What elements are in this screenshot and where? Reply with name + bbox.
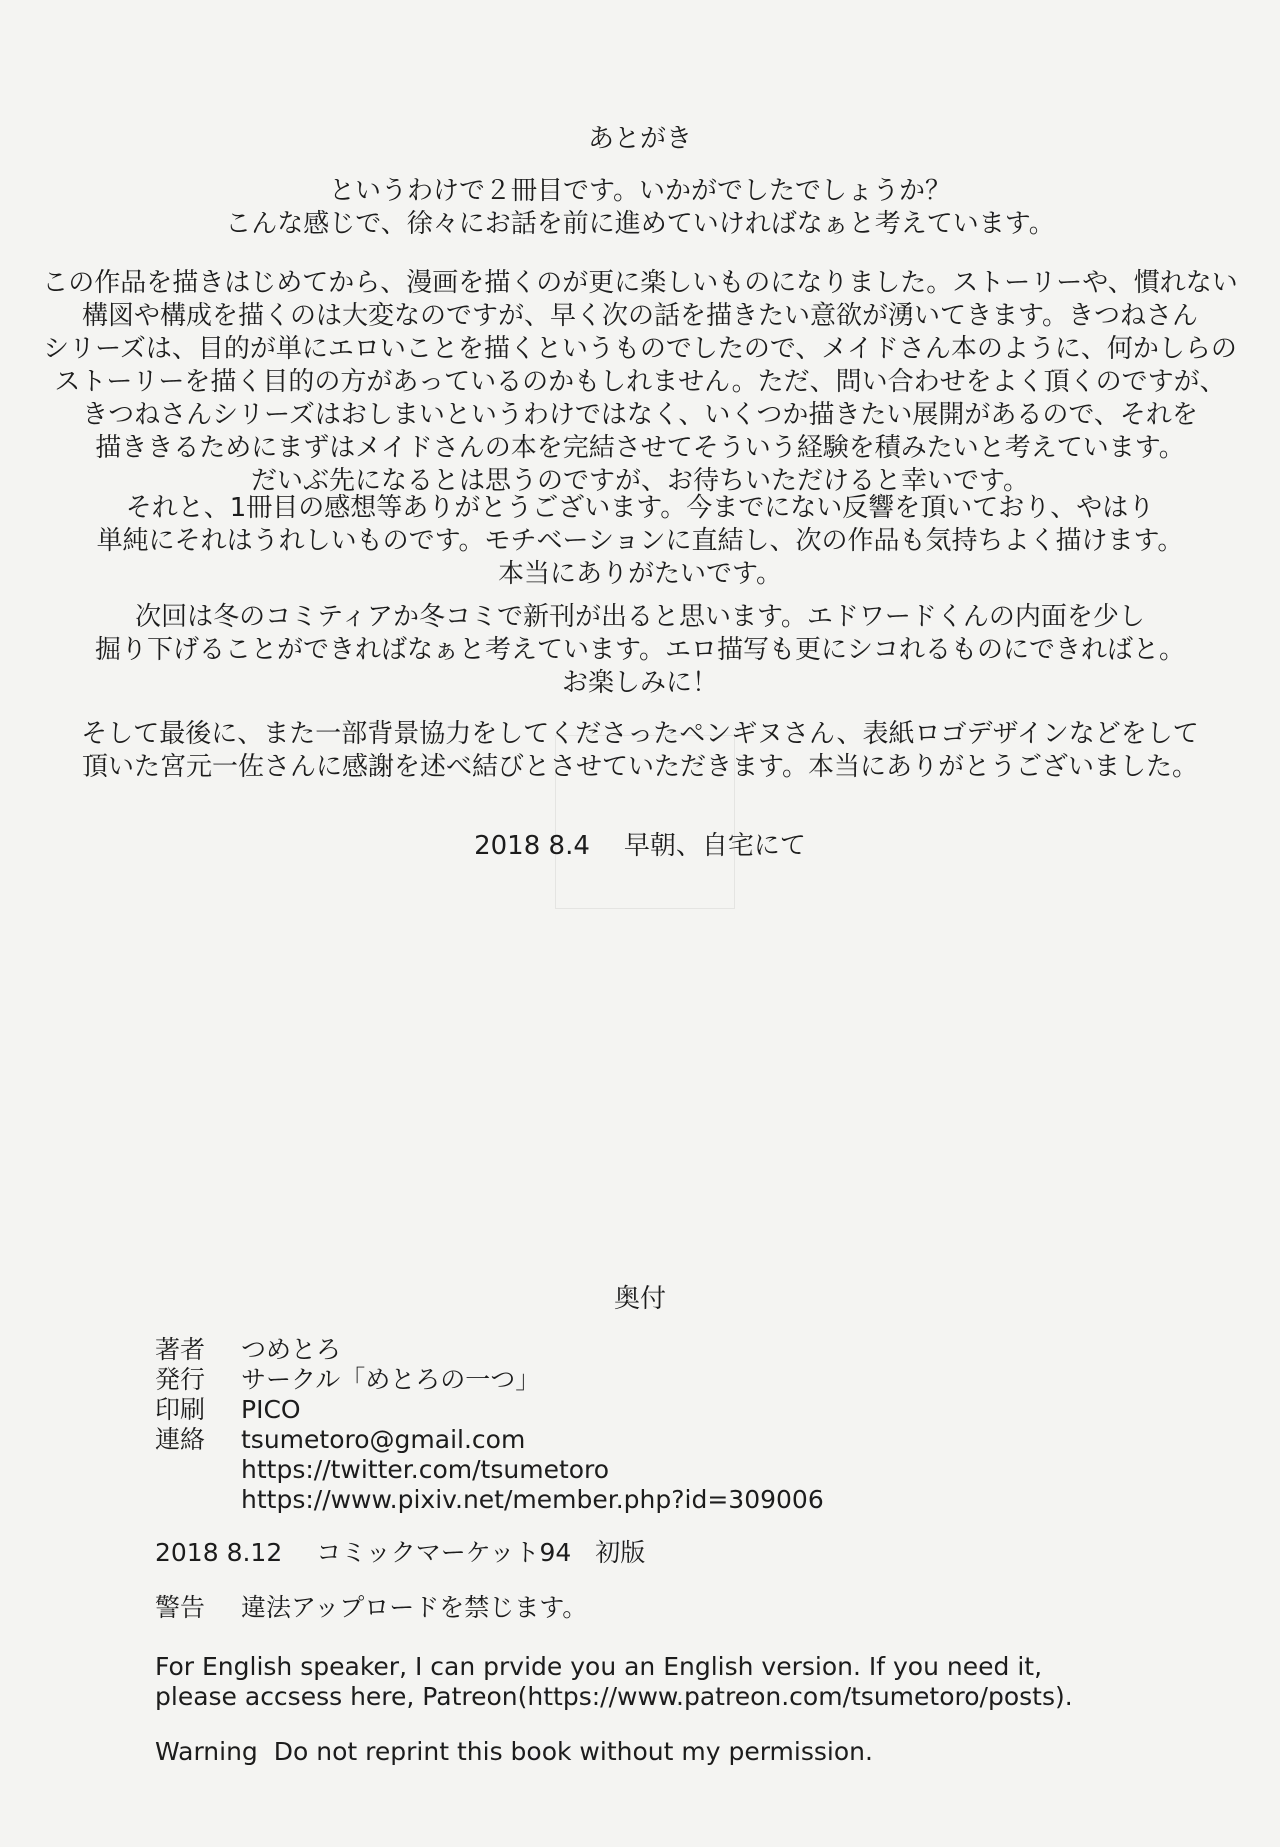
english-note: For English speaker, I can prvide you an English version. If you need it, please accsess here, Patreon(https://www.patreon.com/tsumetoro/posts). [155,1652,1073,1711]
pixiv-link: https://www.pixiv.net/member.php?id=309006 [241,1485,824,1514]
colophon-title: 奥付 [613,1284,666,1314]
edition-line: 2018 8.12 コミックマーケット94 初版 [155,1538,646,1567]
afterword-paragraph-1: というわけで２冊目です。いかがでしたでしょうか？ こんな感じで、徐々にお話を前に進めていければなぁと考えています。 [225,176,1055,239]
afterword-title: あとがき [587,124,692,154]
afterword-paragraph-2: この作品を描きはじめてから、漫画を描くのが更に楽しいものになりました。ストーリーや、慣れない 構図や構成を描くのは大変なのですが、早く次の話を描きたい意欲が湧いてきます。きつねさん シリーズは、目的が単にエロいことを描くというものでしたので、メイドさん本のように、何かしらの ストーリーを描く目的の方があっているのかもしれません。ただ、問い合わせをよく頂くのですが、 きつねさんシリーズはおしまいというわけではなく、いくつか描きたい展開があるので、それを 描ききるためにまずはメイドさんの本を完結させてそういう経験を積みたいと考えています。 だいぶ先になるとは思うのですが、お待ちいただけると幸いです。 [42,268,1238,496]
afterword-date: 2018 8.4 早朝、自宅にて [474,831,806,861]
warning-jp: 警告 違法アップロードを禁じます。 [155,1593,588,1622]
afterword-paragraph-4: 次回は冬のコミティアか冬コミで新刊が出ると思います。エドワードくんの内面を少し 掘り下げることができればなぁと考えています。エロ描写も更にシコれるものにできればと。 お楽しみに！ [95,602,1185,698]
colophon-table: 著者 つめとろ 発行 サークル「めとろの一つ」 印刷 PICO 連絡 tsumetoro@gmail.com https://twitter.com/tsumetoro https://www.pixiv.net/member.php?id=309006 [155,1335,824,1514]
afterword-paragraph-5: そして最後に、また一部背景協力をしてくださったペンギヌさん、表紙ロゴデザインなどをして 頂いた宮元一佐さんに感謝を述べ結びとさせていただきます。本当にありがとうございました。 [81,719,1199,782]
contact-email: tsumetoro@gmail.com [241,1425,526,1454]
twitter-link: https://twitter.com/tsumetoro [241,1455,610,1484]
warning-en: Warning Do not reprint this book without my permission. [155,1737,873,1766]
afterword-paragraph-3: それと、1冊目の感想等ありがとうございます。今までにない反響を頂いており、やはり 単純にそれはうれしいものです。モチベーションに直結し、次の作品も気持ちよく描けます。 本当にありがたいです。 [96,493,1184,589]
